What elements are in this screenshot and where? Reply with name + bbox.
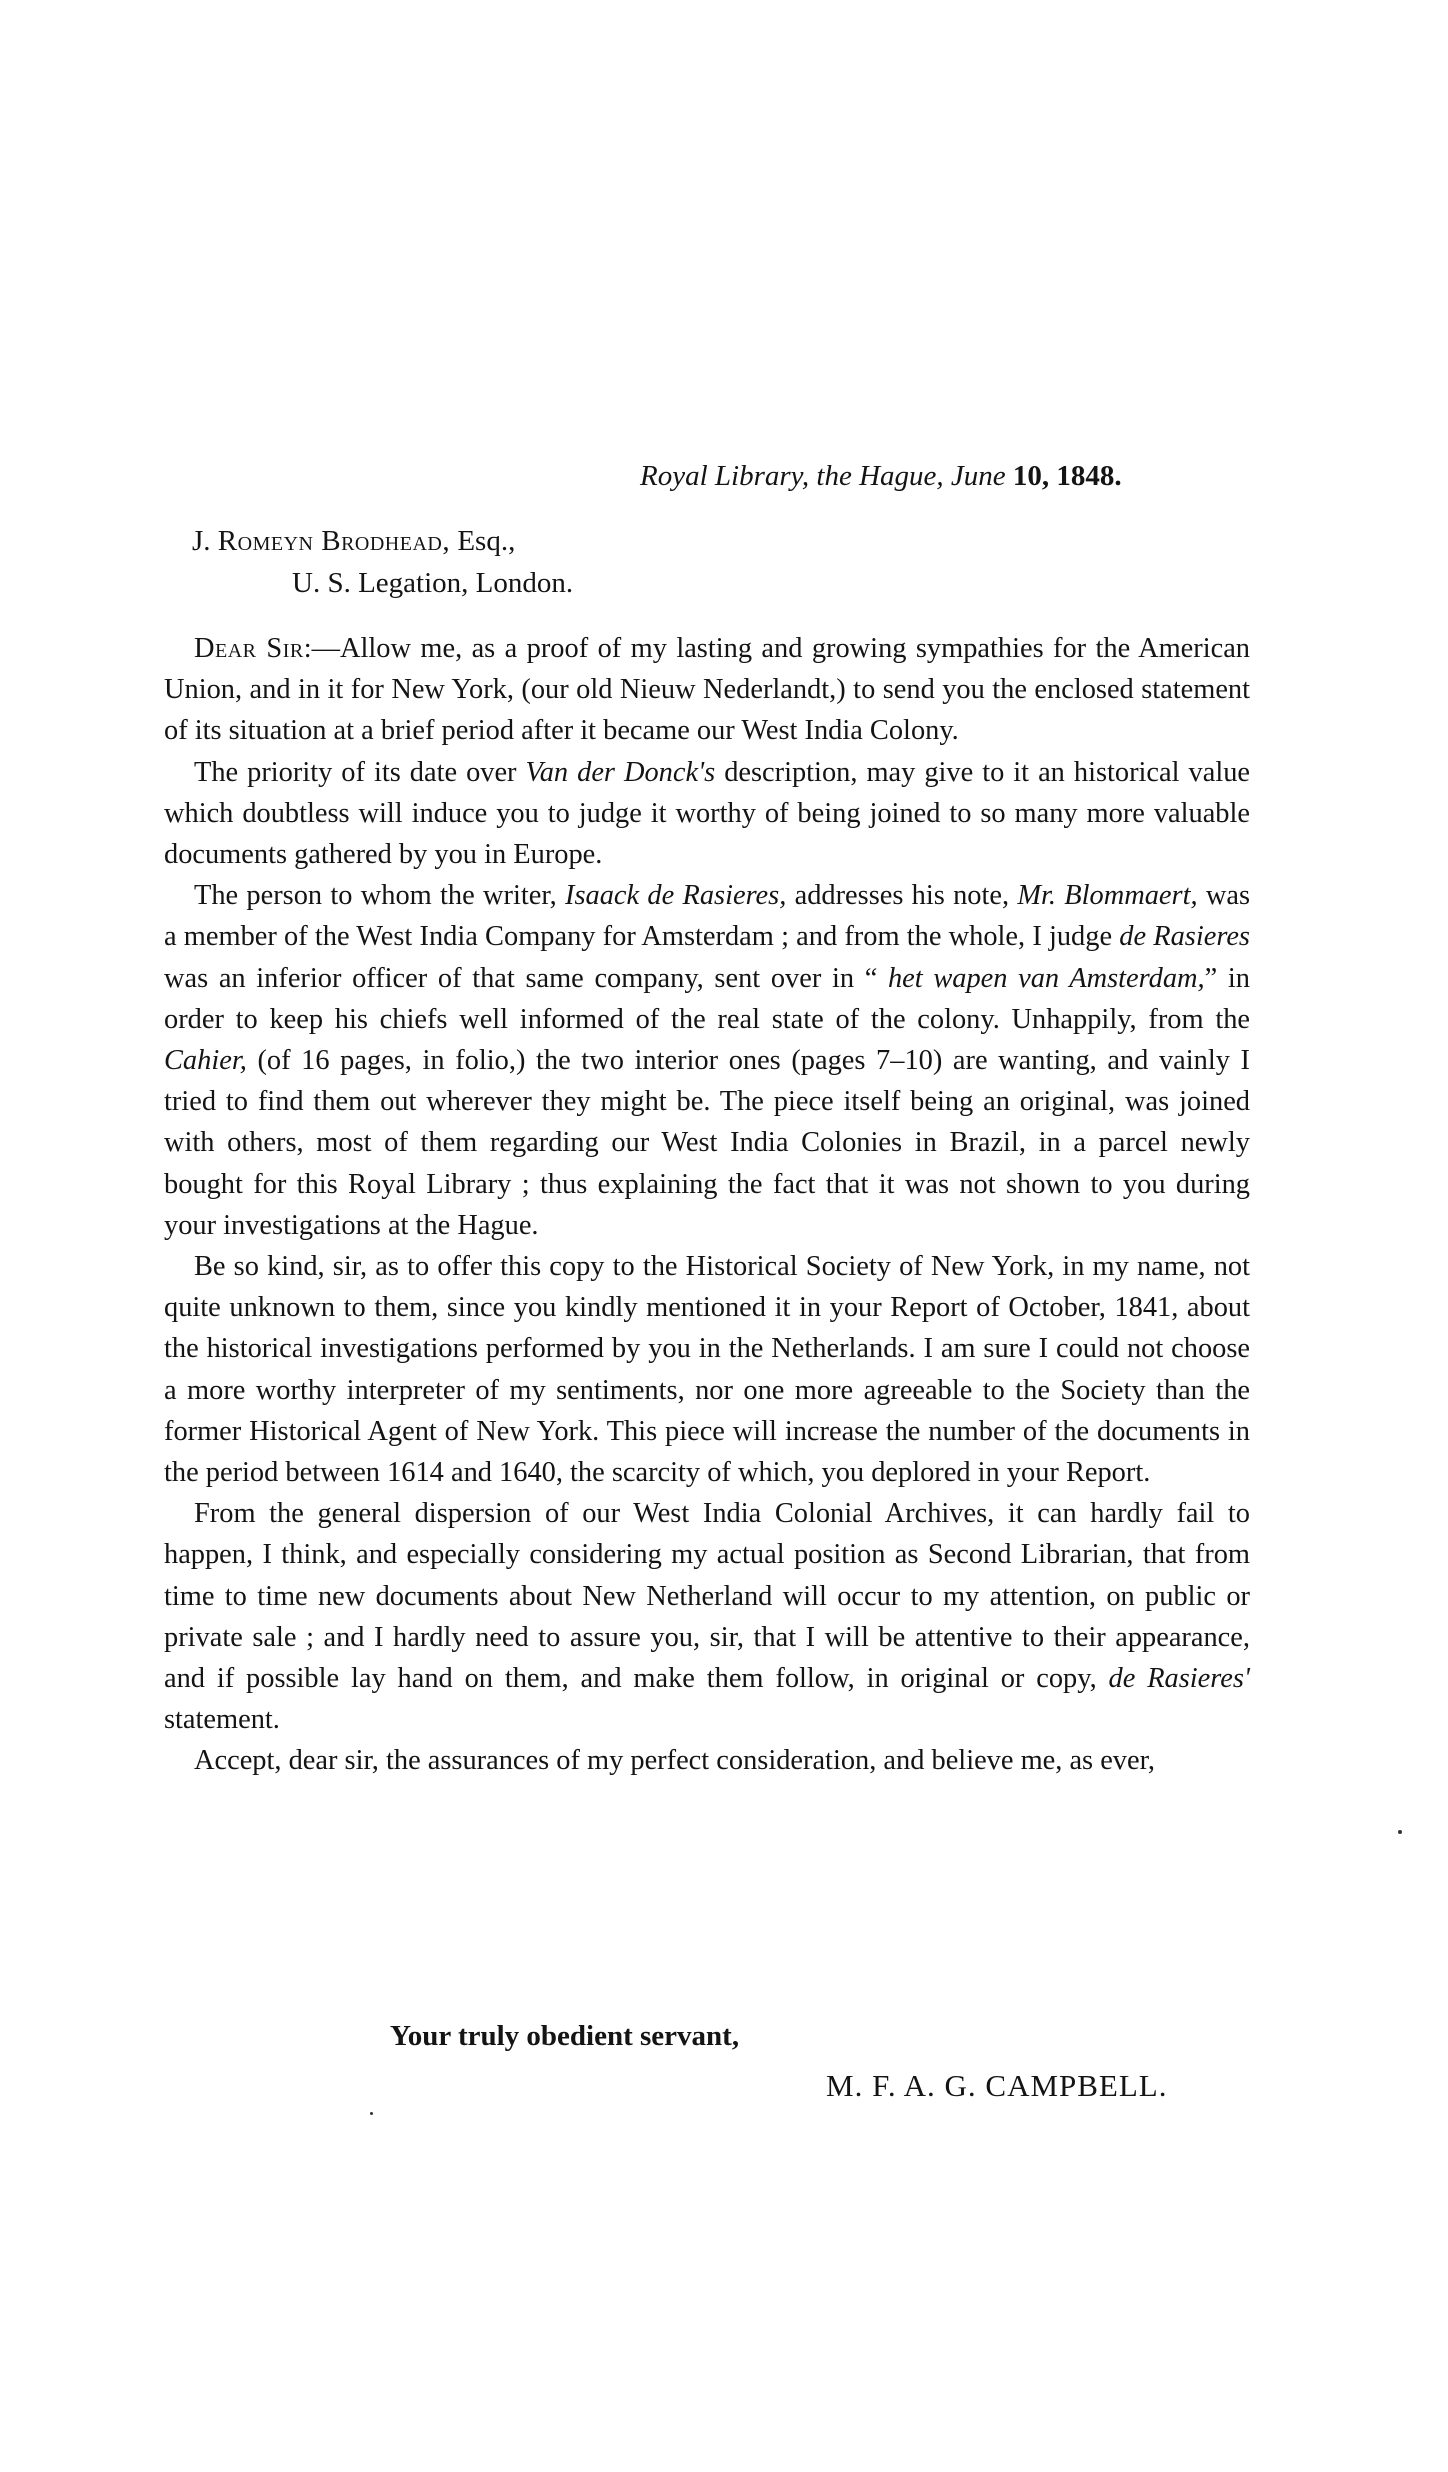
paragraph-2-text-a: The priority of its date over — [194, 756, 526, 788]
paragraph-3-italic-ship: het wapen van Amsterdam, — [887, 962, 1205, 994]
paragraph-3-text-k: (of 16 pages, in folio,) the two interior ones (pages 7–10) are wanting, and vainly I tried to find them out wherever they might be. The piece itself being an original, was joined with others, most of them regarding our West India Colonies in Brazil, in a parcel newly bought for this Royal Library ; thus explaining the fact that it was not shown to you during your investigations at the Hague. — [164, 1045, 1250, 1241]
addressee-initial: J. — [192, 525, 211, 557]
paragraph-5-text-a: From the general dispersion of our West India Colonial Archives, it can hardly fail to happen, I think, and especially considering my actual position as Second Librarian, that from time to time new documents about New Netherland will occur to my attention, on public or private sale ; and I hardly need to assure you, sir, that I will be attentive to their appearance, and if possible lay hand on them, and make them follow, in original or copy, — [164, 1498, 1250, 1695]
dateline — [640, 456, 1240, 496]
paragraph-1 — [164, 628, 1250, 752]
addressee-suffix: Esq., — [457, 525, 516, 557]
paragraph-4: Be so kind, sir, as to offer this copy to the Historical Society of New York, in my name, not quite unknown to them, since you kindly mentioned it in your Report of October, 1841, about the historical investigations performed by you in the Netherlands. I am sure I could not choose a more worthy interpreter of my sentiments, nor one more agreeable to the Society than the former Historical Agent of New York. This piece will increase the number of the documents in the period between 1614 and 1640, the scarcity of which, you deplored in your Report. — [164, 1251, 1250, 1489]
paragraph-1-text: :—Allow me, as a proof of my lasting and growing sympathies for the American Union, and in it for New York, (our old Nieuw Nederlandt,) to send you the enclosed statement of its situation at a brief period after it became our West India Colony. — [164, 633, 1251, 747]
paragraph-3-italic-recipient: Mr. Blommaert, — [1017, 880, 1198, 912]
salutation: Dear Sir — [194, 633, 304, 664]
paragraph-3-text-g: was an inferior officer of that same company, sent over in “ — [164, 962, 888, 994]
dateline-day: 10, — [1012, 460, 1050, 492]
paragraph-2 — [164, 752, 1250, 876]
print-speck — [370, 2112, 373, 2115]
paragraph-3-italic-writer: Isaack de Rasieres, — [565, 880, 787, 912]
paragraph-3-italic-name: de Rasieres — [1119, 921, 1250, 953]
paragraph-5-italic: de Rasieres' — [1108, 1663, 1250, 1695]
paragraph-2-text-c: description, may give to it an historical value which doubtless will induce you to judge it worthy of being joined to so many more valuable documents gathered by you in Europe. — [164, 756, 1251, 871]
letter-body — [164, 628, 1250, 1782]
paragraph-3-text-i: ” in order to keep his chiefs well informed of the real state of the colony. Unhappily, from the — [164, 962, 1250, 1035]
paragraph-3-text-a: The person to whom the writer, — [194, 880, 566, 912]
paragraph-3 — [164, 875, 1250, 1246]
dateline-year: 1848. — [1056, 460, 1122, 492]
addressee-block — [192, 520, 573, 604]
paragraph-5-text-c: statement. — [164, 1704, 280, 1736]
paragraph-2-italic: Van der Donck's — [525, 756, 716, 788]
dateline-place: Royal Library, the Hague, June — [640, 460, 1006, 492]
closing-line: Your truly obedient servant, — [390, 2020, 740, 2052]
addressee-location: U. S. Legation, London. — [292, 567, 574, 599]
addressee-name-line — [192, 520, 573, 562]
print-speck — [1398, 1830, 1402, 1834]
paragraph-6: Accept, dear sir, the assurances of my perfect consideration, and believe me, as ever, — [194, 1745, 1156, 1777]
signature: M. F. A. G. CAMPBELL. — [826, 2068, 1168, 2103]
addressee-name: Romeyn Brodhead, — [217, 525, 451, 557]
paragraph-3-italic-cahier: Cahier, — [164, 1045, 247, 1077]
paragraph-3-text-c: addresses his note, — [786, 880, 1018, 912]
paragraph-3-text-e: was a member of the West India Company for Amsterdam ; and from the whole, I judge — [164, 880, 1250, 953]
paragraph-5 — [164, 1493, 1250, 1740]
